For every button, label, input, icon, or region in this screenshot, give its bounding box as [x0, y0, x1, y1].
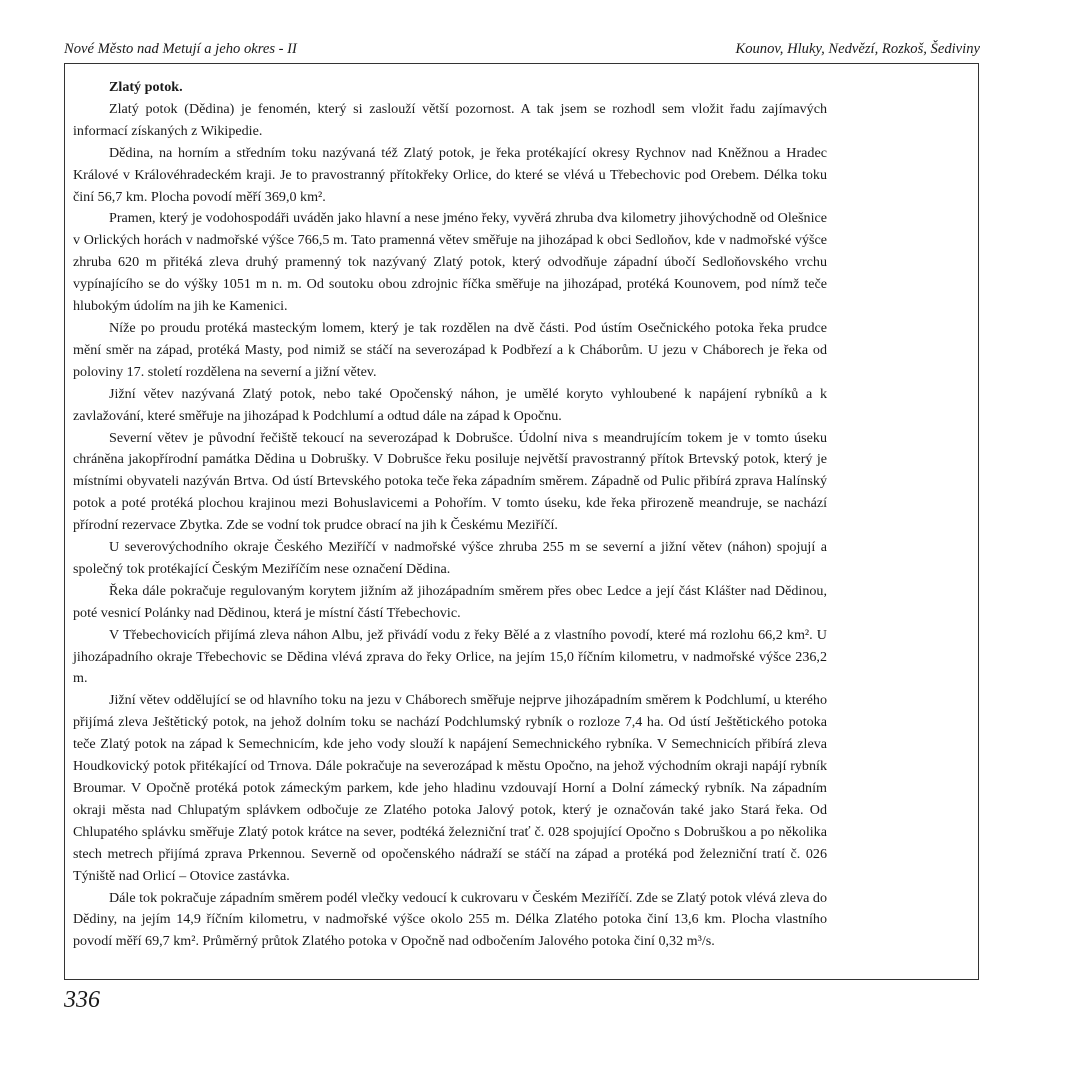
paragraph-confluence: U severovýchodního okraje Českého Meziříčí v nadmořské výšce zhruba 255 m se severní a jižní větev (náhon) spojují a společný tok protékající Českým Meziříčím nese označení Dědina. [73, 539, 827, 577]
paragraph-lower-course: Řeka dále pokračuje regulovaným korytem jižním až jihozápadním směrem přes obec Ledce a její část Klášter nad Dědinou, poté vesnicí Polánky nad Dědinou, která je místní částí Třebechovic. [73, 582, 827, 621]
page-number: 336 [64, 987, 100, 1013]
paragraph-middle-course: Níže po proudu protéká masteckým lomem, který je tak rozdělen na dvě části. Pod ústím Osečnického potoka řeka prudce mění směr na západ, protéká Masty, pod nimiž se stáčí na severozápad k Podbřezí a k Cháborům. U jezu v Cháborech je řeka od poloviny 17. století rozdělena na severní a jižní větev. [73, 319, 827, 380]
paragraph-zlaty-potok-end: Dále tok pokračuje západním směrem podél vlečky vedoucí k cukrovaru v Českém Meziříčí. Zde se Zlatý potok vlévá zleva do Dědiny, na jejím 14,9 říčním kilometru, v nadmořské výšce okolo 255 m. Délka Zlatého potoka činí 13,6 km. Plocha vlastního povodí měří 69,7 km². Průměrný průtok Zlatého potoka v Opočně nad odbočením Jalového potoka činí 0,32 m³/s. [73, 889, 827, 950]
running-header [64, 38, 980, 60]
paragraph-northern-branch: Severní větev je původní řečiště tekoucí na severozápad k Dobrušce. Údolní niva s meandrujícím tokem je v tomto úseku chráněna jakopřírodní památka Dědina u Dobrušky. V Dobrušce řeku posiluje největší pravostranný přítok Brtevský potok, který je místními obyvateli nazýván Brtva. Od ústí Brtevského potoka teče řeka západním směrem. Západně od Pulic přibírá zprava Halínský potok a poté protéká plochou krajinou mezi Bohuslavicemi a Pohořím. V tomto úseku, kde řeka přirozeně meandruje, se nachází přírodní rezervace Zbytka. Zde se vodní tok prudce obrací na jih k Českému Meziříčí. [73, 429, 827, 534]
paragraph-mouth: V Třebechovicích přijímá zleva náhon Albu, jež přivádí vodu z řeky Bělé a z vlastního povodí, které má rozlohu 66,2 km². U jihozápadního okraje Třebechovic se Dědina vlévá zprava do řeky Orlice, na jejím 15,0 říčním kilometru, v nadmořské výšce 236,2 m. [73, 626, 827, 687]
article-title: Zlatý potok. [109, 79, 183, 95]
article-body [73, 77, 827, 953]
content-frame [64, 63, 979, 980]
paragraph-source: Pramen, který je vodohospodáři uváděn jako hlavní a nese jméno řeky, vyvěrá zhruba dva kilometry jihovýchodně od Olešnice v Orlických horách v nadmořské výšce 766,5 m. Tato pramenná větev směřuje na jihozápad k obci Sedloňov, kde v nadmořské výšce zhruba 620 m přitéká zleva druhý pramenný tok nazývaný Zlatý potok, který odvodňuje západní úbočí Sedloňovského vrchu vypínajícího se do výšky 1051 m n. m. Od soutoku obou zdrojnic říčka směřuje na jihozápad, protéká Kounovem, pod nímž teče hlubokým údolím na jih ke Kamenici. [73, 210, 827, 315]
paragraph-zlaty-potok-route: Jižní větev oddělující se od hlavního toku na jezu v Cháborech směřuje nejprve jihozápadním směrem k Podchlumí, u kterého přijímá zleva Ještětický potok, na jehož dolním toku se nachází Podchlumský rybník o rozloze 7,4 ha. Od ústí Ještětického potoka teče Zlatý potok na západ k Semechnicím, kde jeho vody slouží k napájení Semechnického rybníka. V Semechnicích přibírá zleva Houdkovický potok přitékající od Trnova. Dále pokračuje na severozápad k městu Opočno, na jehož východním okraji napájí rybník Broumar. V Opočně protéká potok zámeckým parkem, kde jeho hladinu vzdouvají Horní a Dolní zámecký rybník. Na západním okraji města nad Chlupatým splávkem odbočuje ze Zlatého potoka Jalový potok, který je označován také jako Stará řeka. Od Chlupatého splávku směřuje Zlatý potok krátce na sever, podtéká železniční trať č. 028 spojující Opočno s Dobruškou a po několika stech metrech přijímá zprava Prkennou. Severně od opočenského nádraží se stáčí na západ a protéká pod železniční tratí č. 026 Týniště nad Orlicí – Otovice zastávka. [73, 692, 827, 884]
header-book-title: Nové Město nad Metují a jeho okres - II [64, 41, 297, 57]
paragraph-intro: Zlatý potok (Dědina) je fenomén, který si zaslouží větší pozornost. A tak jsem se rozhodl sem vložit řadu zajímavých informací získaných z Wikipedie. [73, 100, 827, 139]
header-chapter-title: Kounov, Hluky, Nedvězí, Rozkoš, Šediviny [735, 41, 980, 57]
paragraph-southern-branch: Jižní větev nazývaná Zlatý potok, nebo také Opočenský náhon, je umělé koryto vyhloubené k napájení rybníků a k zavlažování, které směřuje na jihozápad k Podchlumí a odtud dále na západ k Opočnu. [73, 385, 827, 424]
paragraph-overview: Dědina, na horním a středním toku nazývaná též Zlatý potok, je řeka protékající okresy Rychnov nad Kněžnou a Hradec Králové v Královéhradeckém kraji. Je to pravostranný přítokřeky Orlice, do které se vlévá u Třebechovic pod Orebem. Délka toku činí 56,7 km. Plocha povodí měří 369,0 km². [73, 144, 827, 205]
